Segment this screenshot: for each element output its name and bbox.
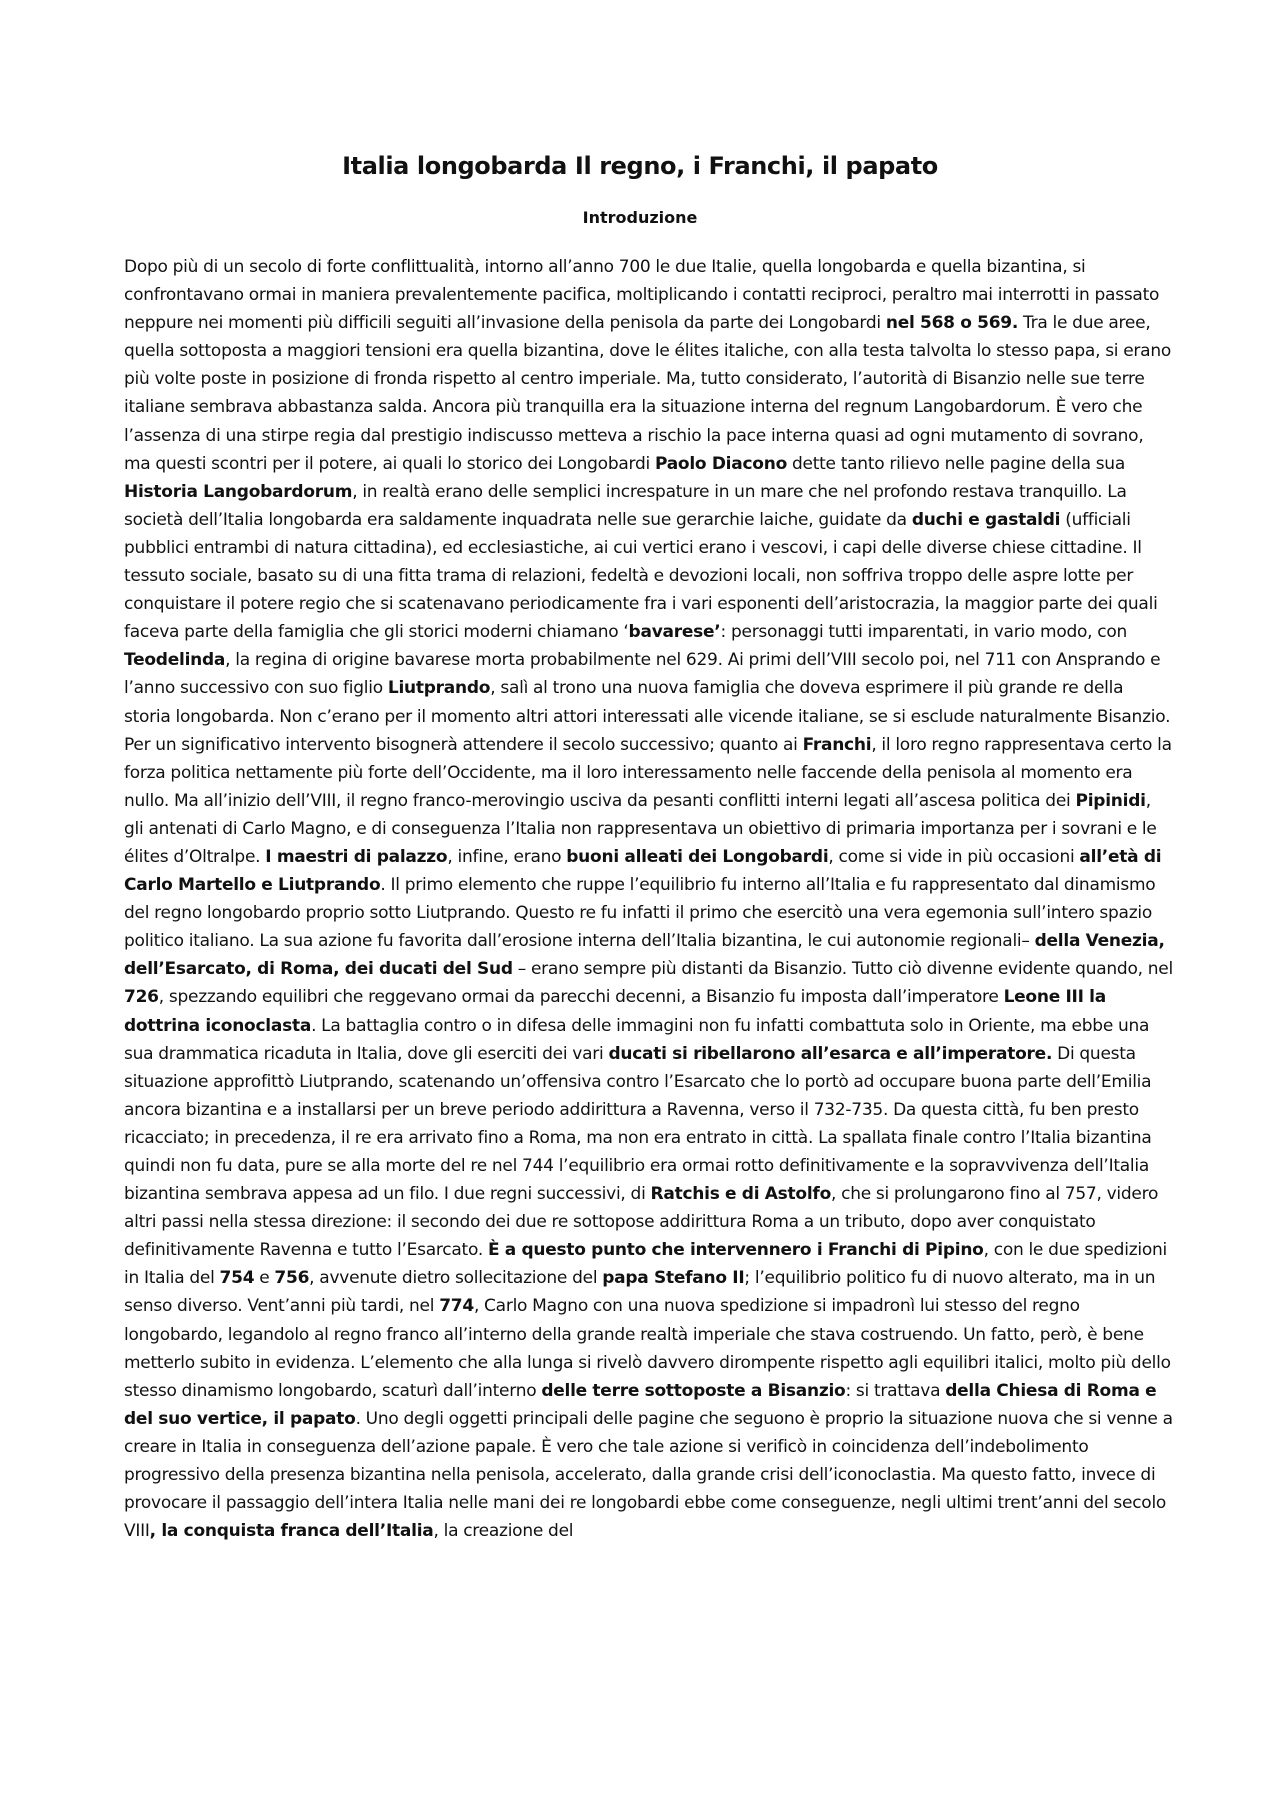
text-run: , come si vide in più occasioni bbox=[828, 846, 1080, 867]
emphasis-run: delle terre sottoposte a Bisanzio bbox=[541, 1380, 846, 1401]
emphasis-run: ducati si ribellarono all’esarca e all’imperatore. bbox=[608, 1043, 1053, 1064]
text-run: (ufficiali pubblici entrambi di natura cittadina), ed ecclesiastiche, ai cui vertici erano i vescovi, i capi delle diverse chiese cittadine. Il tessuto sociale, basato su di una fitta trama di relazioni, fedeltà e devozioni locali, non soffriva troppo delle aspre lotte per conquistare il potere regio che si scatenavano periodicamente fra i vari esponenti dell’aristocrazia, la maggior parte dei quali faceva parte della famiglia che gli storici moderni chiamano ‘ bbox=[124, 509, 1158, 643]
text-run: , che si prolungarono fino al 757, videro altri passi nella stessa direzione: il secondo dei due re sottopose addirittura Roma a un tributo, dopo aver conquistato definitivamente Ravenna e tutto l’Esarcato. bbox=[124, 1184, 1159, 1261]
emphasis-run: Historia Langobardorum bbox=[124, 481, 353, 502]
emphasis-run: nel 568 o 569. bbox=[885, 313, 1019, 334]
text-run: , con le due spedizioni in Italia del bbox=[124, 1240, 1167, 1289]
text-run: : si trattava bbox=[845, 1380, 946, 1401]
text-run: , la creazione del bbox=[433, 1521, 574, 1542]
emphasis-run: Paolo Diacono bbox=[654, 453, 788, 474]
text-run: – erano sempre più distanti da Bisanzio. Tutto ciò divenne evidente quando, nel bbox=[512, 959, 1173, 980]
emphasis-run: 756 bbox=[274, 1268, 310, 1289]
emphasis-run: buoni alleati dei Longobardi bbox=[566, 846, 829, 867]
text-run: Dopo più di un secolo di forte conflittualità, intorno all’anno 700 le due Italie, quella longobarda e quella bizantina, si confrontavano ormai in maniera prevalentemente pacifica, moltiplicando i contatti reciproci, peraltro mai interrotti in passato neppure nei momenti più difficili seguiti all’invasione della penisola da parte dei Longobardi bbox=[124, 257, 1160, 334]
emphasis-run: Pipinidi bbox=[1075, 790, 1146, 811]
text-run: , avvenute dietro sollecitazione del bbox=[309, 1268, 603, 1289]
text-run: : personaggi tutti imparentati, in vario modo, con bbox=[720, 622, 1128, 643]
emphasis-run: duchi e gastaldi bbox=[911, 509, 1061, 530]
emphasis-run: 754 bbox=[219, 1268, 255, 1289]
emphasis-run: Leone III la dottrina iconoclasta bbox=[124, 987, 1106, 1036]
text-run: ; l’equilibrio politico fu di nuovo alterato, ma in un senso diverso. Vent’anni più tardi, nel bbox=[124, 1268, 1156, 1317]
emphasis-run: È a questo punto che intervennero i Franchi di Pipino bbox=[487, 1240, 984, 1261]
emphasis-run: , la conquista franca dell’Italia bbox=[149, 1521, 434, 1542]
text-run: . Il primo elemento che ruppe l’equilibrio fu interno all’Italia e fu rappresentato dal dinamismo del regno longobardo proprio sotto Liutprando. Questo re fu infatti il primo che esercitò una vera egemonia sull’intero spazio politico italiano. La sua azione fu favorita dall’erosione interna dell’Italia bizantina, le cui autonomie regionali– bbox=[124, 875, 1156, 952]
emphasis-run: Teodelinda bbox=[124, 650, 226, 671]
text-run: , la regina di origine bavarese morta probabilmente nel 629. Ai primi dell’VIII secolo poi, nel 711 con Ansprando e l’anno successivo con suo figlio bbox=[124, 650, 1161, 699]
emphasis-run: bavarese’ bbox=[628, 622, 721, 643]
section-heading: Introduzione bbox=[582, 208, 698, 227]
emphasis-run: papa Stefano II bbox=[602, 1268, 745, 1289]
text-run: , gli antenati di Carlo Magno, e di conseguenza l’Italia non rappresentava un obiettivo di primaria importanza per i sovrani e le élites d’Oltralpe. bbox=[124, 790, 1157, 867]
text-run: Di questa situazione approfittò Liutprando, scatenando un’offensiva contro l’Esarcato che lo portò ad occupare buona parte dell’Emilia ancora bizantina e a installarsi per un breve periodo addirittura a Ravenna, verso il 732-735. Da questa città, fu ben presto ricacciato; in precedenza, il re era arrivato fino a Roma, ma non era entrato in città. La spallata finale contro l’Italia bizantina quindi non fu data, pure se alla morte del re nel 744 l’equilibrio era ormai rotto definitivamente e la sopravvivenza dell’Italia bizantina sembrava appesa ad un filo. I due regni successivi, di bbox=[124, 1043, 1152, 1205]
text-run: e bbox=[254, 1268, 275, 1289]
text-run: . Uno degli oggetti principali delle pagine che seguono è proprio la situazione nuova che si venne a creare in Italia in conseguenza dell’azione papale. È vero che tale azione si verificò in coincidenza dell’indebolimento progressivo della presenza bizantina nella penisola, accelerato, dalla grande crisi dell’iconoclastia. Ma questo fatto, invece di provocare il passaggio dell’intera Italia nelle mani dei re longobardi ebbe come conseguenze, negli ultimi trent’anni del secolo VIII bbox=[124, 1408, 1173, 1542]
text-run: , Carlo Magno con una nuova spedizione si impadronì lui stesso del regno longobardo, legandolo al regno franco all’interno della grande realtà imperiale che stava costruendo. Un fatto, però, è bene metterlo subito in evidenza. L’elemento che alla lunga si rivelò davvero dirompente rispetto agli equilibri italici, molto più dello stesso dinamismo longobardo, scaturì dall’interno bbox=[124, 1296, 1171, 1401]
emphasis-run: 726 bbox=[124, 987, 159, 1008]
emphasis-run: della Venezia, dell’Esarcato, di Roma, dei ducati del Sud bbox=[124, 931, 1165, 980]
emphasis-run: Franchi bbox=[802, 734, 872, 755]
emphasis-run: della Chiesa di Roma e del suo vertice, il papato bbox=[124, 1380, 1157, 1429]
text-run: , infine, erano bbox=[447, 846, 567, 867]
emphasis-run: 774 bbox=[439, 1296, 474, 1317]
emphasis-run: I maestri di palazzo bbox=[265, 846, 448, 867]
emphasis-run: Ratchis e di Astolfo bbox=[650, 1184, 831, 1205]
text-run: , il loro regno rappresentava certo la forza politica nettamente più forte dell’Occidente, ma il loro interessamento nelle faccende della penisola al momento era nullo. Ma all’inizio dell’VIII, il regno franco-merovingio usciva da pesanti conflitti interni legati all’ascesa politica dei bbox=[124, 734, 1172, 811]
body-paragraph bbox=[124, 253, 1174, 1545]
emphasis-run: all’età di Carlo Martello e Liutprando bbox=[124, 846, 1162, 896]
emphasis-run: Liutprando bbox=[387, 678, 491, 699]
text-run: Tra le due aree, quella sottoposta a maggiori tensioni era quella bizantina, dove le élites italiche, con alla testa talvolta lo stesso papa, si erano più volte poste in posizione di fronda rispetto al centro imperiale. Ma, tutto considerato, l’autorità di Bisanzio nelle sue terre italiane sembrava abbastanza salda. Ancora più tranquilla era la situazione interna del regnum Langobardorum. È vero che l’assenza di una stirpe regia dal prestigio indiscusso metteva a rischio la pace interna quasi ad ogni mutamento di sovrano, ma questi scontri per il potere, ai quali lo storico dei Longobardi bbox=[124, 313, 1172, 474]
page-title: Italia longobarda Il regno, i Franchi, il papato bbox=[342, 152, 938, 180]
text-run: , spezzando equilibri che reggevano ormai da parecchi decenni, a Bisanzio fu imposta dall’imperatore bbox=[158, 987, 1004, 1008]
text-run: , salì al trono una nuova famiglia che doveva esprimere il più grande re della storia longobarda. Non c’erano per il momento altri attori interessati alle vicende italiane, se si esclude naturalmente Bisanzio. Per un significativo intervento bisognerà attendere il secolo successivo; quanto ai bbox=[124, 678, 1171, 755]
text-run: . La battaglia contro o in difesa delle immagini non fu infatti combattuta solo in Oriente, ma ebbe una sua drammatica ricaduta in Italia, dove gli eserciti dei vari bbox=[124, 1015, 1150, 1064]
text-run: , in realtà erano delle semplici increspature in un mare che nel profondo restava tranquillo. La società dell’Italia longobarda era saldamente inquadrata nelle sue gerarchie laiche, guidate da bbox=[124, 481, 1127, 530]
text-run: dette tanto rilievo nelle pagine della sua bbox=[787, 453, 1125, 474]
